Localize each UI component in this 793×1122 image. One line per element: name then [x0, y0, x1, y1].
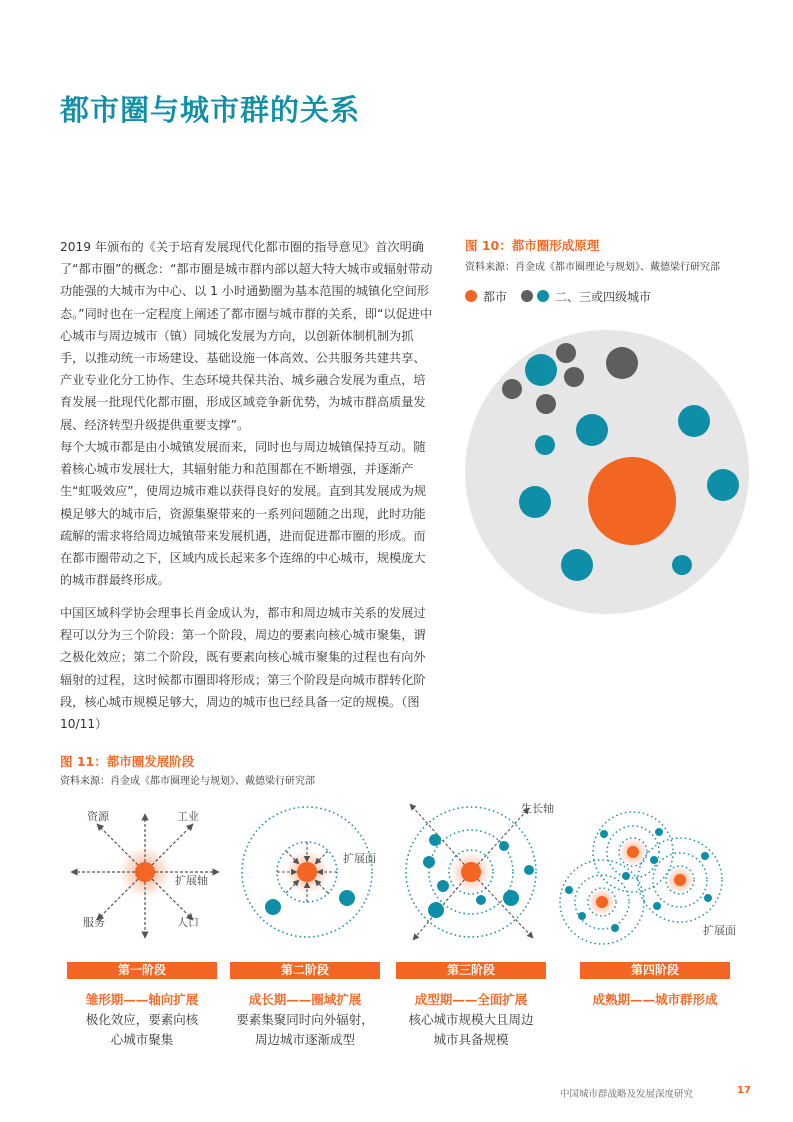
stage1-bar: 第一阶段 — [67, 962, 217, 979]
gray-city — [502, 379, 522, 399]
teal-city-dot-icon — [537, 290, 549, 302]
stage3-bar: 第三阶段 — [396, 962, 546, 979]
paragraph-1: 2019 年颁布的《关于培育发展现代化都市圈的指导意见》首次明确了“都市圈”的概念：“都市圈是城市群内部以超大特大城市或辐射带动功能强的大城市为中心、以 1 小时通勤圈为基本范围的城镇化空间形态。”同时也在一定程度上阐述了都市圈与城市群的关系，即“以促进中心城市与周边城市（镇）同城化发展为方向，以创新体制机制为抓手，以推动统一市场建设、基础设施一体高效、公共服务共建共享、产业专业化分工协作、生态环境共保共治、城乡融合发展为重点，培育发展一批现代化都市圈，形成区域竞争新优势，为城市群高质量发展、经济转型升级提供重要支撑”。 — [60, 240, 433, 432]
stage2-description: 要素集聚同时向外辐射， 周边城市逐渐成型 — [236, 1012, 374, 1047]
metro-core-circle — [588, 457, 676, 545]
stage3-core — [461, 862, 481, 882]
stage3-heading: 成型期——全面扩展 — [414, 992, 528, 1007]
teal-city — [653, 902, 661, 910]
gray-city — [564, 367, 584, 387]
teal-city — [428, 902, 444, 918]
teal-city — [678, 405, 710, 437]
label-resource: 资源 — [87, 810, 109, 823]
footer-text: 中国城市群战略及发展深度研究 — [560, 1089, 694, 1100]
stage4-heading: 成熟期——城市群形成 — [592, 992, 718, 1007]
stage2-bar: 第二阶段 — [230, 962, 380, 979]
label-expand-axis: 扩展轴 — [175, 874, 208, 887]
teal-city — [600, 830, 608, 838]
teal-city — [701, 852, 709, 860]
page-title: 都市圈与城市群的关系 — [60, 93, 361, 127]
stage2-diagram — [242, 807, 376, 937]
stage1-diagram — [71, 809, 219, 938]
legend-metro-label: 都市 — [483, 289, 508, 304]
gray-city — [536, 394, 556, 414]
stage3-diagram — [406, 801, 554, 940]
teal-city — [707, 469, 739, 501]
stage1-description: 极化效应，要素向核 心城市聚集 — [85, 1012, 199, 1047]
stage4-bar: 第四阶段 — [580, 962, 730, 979]
stage1-core — [135, 862, 155, 882]
teal-city — [476, 895, 486, 905]
teal-city — [503, 890, 519, 906]
fig10-title: 图 10：都市圈形成原理 — [465, 238, 600, 253]
teal-city — [650, 856, 658, 864]
teal-city — [423, 856, 435, 868]
fig10-legend — [465, 286, 651, 306]
teal-city — [535, 435, 555, 455]
stage3-description: 核心城市规模大且周边 城市具备规模 — [408, 1012, 534, 1047]
stage4-core — [627, 846, 639, 858]
teal-city — [524, 865, 534, 875]
label-expand-face-2: 扩展面 — [703, 924, 736, 937]
page-number: 17 — [737, 1085, 751, 1096]
teal-city — [499, 841, 509, 851]
teal-city — [578, 912, 586, 920]
teal-city — [561, 549, 593, 581]
teal-city — [265, 899, 281, 915]
teal-city — [576, 414, 608, 446]
teal-city — [565, 886, 573, 894]
stage4-core — [596, 896, 608, 908]
paragraph-2: 每个大城市都是由小城镇发展而来，同时也与周边城镇保持互动。随着核心城市发展壮大，其辐射能力和范围都在不断增强，并逐渐产生“虹吸效应”，使周边城市难以获得良好的发展。直到其发展成为规模足够大的城市后，资源集聚带来的一系列问题随之出现，此时功能疏解的需求将给周边城镇带来发展机遇，进而促进都市圈的形成。而在都市圈带动之下，区域内成长起来多个连绵的中心城市，规模庞大的城市群最终形成。 — [60, 440, 427, 588]
paragraph-3: 中国区域科学协会理事长肖金成认为，都市和周边城市关系的发展过程可以分为三个阶段：第一个阶段，周边的要素向核心城市聚集，谓之极化效应；第二个阶段，既有要素向核心城市聚集的过程也有向外辐射的过程，这时候都市圈即将形成；第三个阶段是向城市群转化阶段，核心城市规模足够大，周边的城市也已经具备一定的规模。（图 10/11） — [60, 606, 426, 732]
gray-city-dot-icon — [521, 290, 533, 302]
teal-city — [704, 894, 712, 902]
metro-dot-icon — [465, 290, 477, 302]
teal-city — [622, 872, 630, 880]
stage4-core — [674, 874, 686, 886]
fig11-source: 资料来源：肖金成《都市圈理论与规划》、戴德梁行研究部 — [60, 776, 315, 787]
stage2-heading: 成长期——圈域扩展 — [248, 992, 362, 1007]
stage2-core — [297, 862, 317, 882]
label-industry: 工业 — [177, 810, 199, 823]
label-service: 服务 — [83, 916, 105, 929]
teal-city — [519, 486, 551, 518]
fig11-title: 图 11：都市圈发展阶段 — [60, 754, 195, 769]
label-growth-axis: 生长轴 — [521, 802, 554, 815]
legend-cities-label: 二、三或四级城市 — [555, 289, 652, 304]
stage1-heading: 雏形期——轴向扩展 — [85, 992, 199, 1007]
teal-city — [672, 555, 692, 575]
teal-city — [429, 834, 441, 846]
teal-city — [339, 890, 355, 906]
label-expand-face-1: 扩展面 — [343, 852, 376, 865]
teal-city — [611, 924, 619, 932]
label-population: 人口 — [177, 916, 199, 929]
stage4-diagram — [560, 812, 736, 944]
fig10-diagram — [460, 325, 755, 620]
teal-city — [437, 880, 449, 892]
fig11-diagram — [55, 790, 745, 955]
teal-city — [525, 354, 557, 386]
teal-city — [655, 828, 663, 836]
fig10-source: 资料来源：肖金成《都市圈理论与规划》、戴德梁行研究部 — [465, 262, 720, 273]
gray-city — [606, 347, 638, 379]
gray-city — [556, 343, 576, 363]
